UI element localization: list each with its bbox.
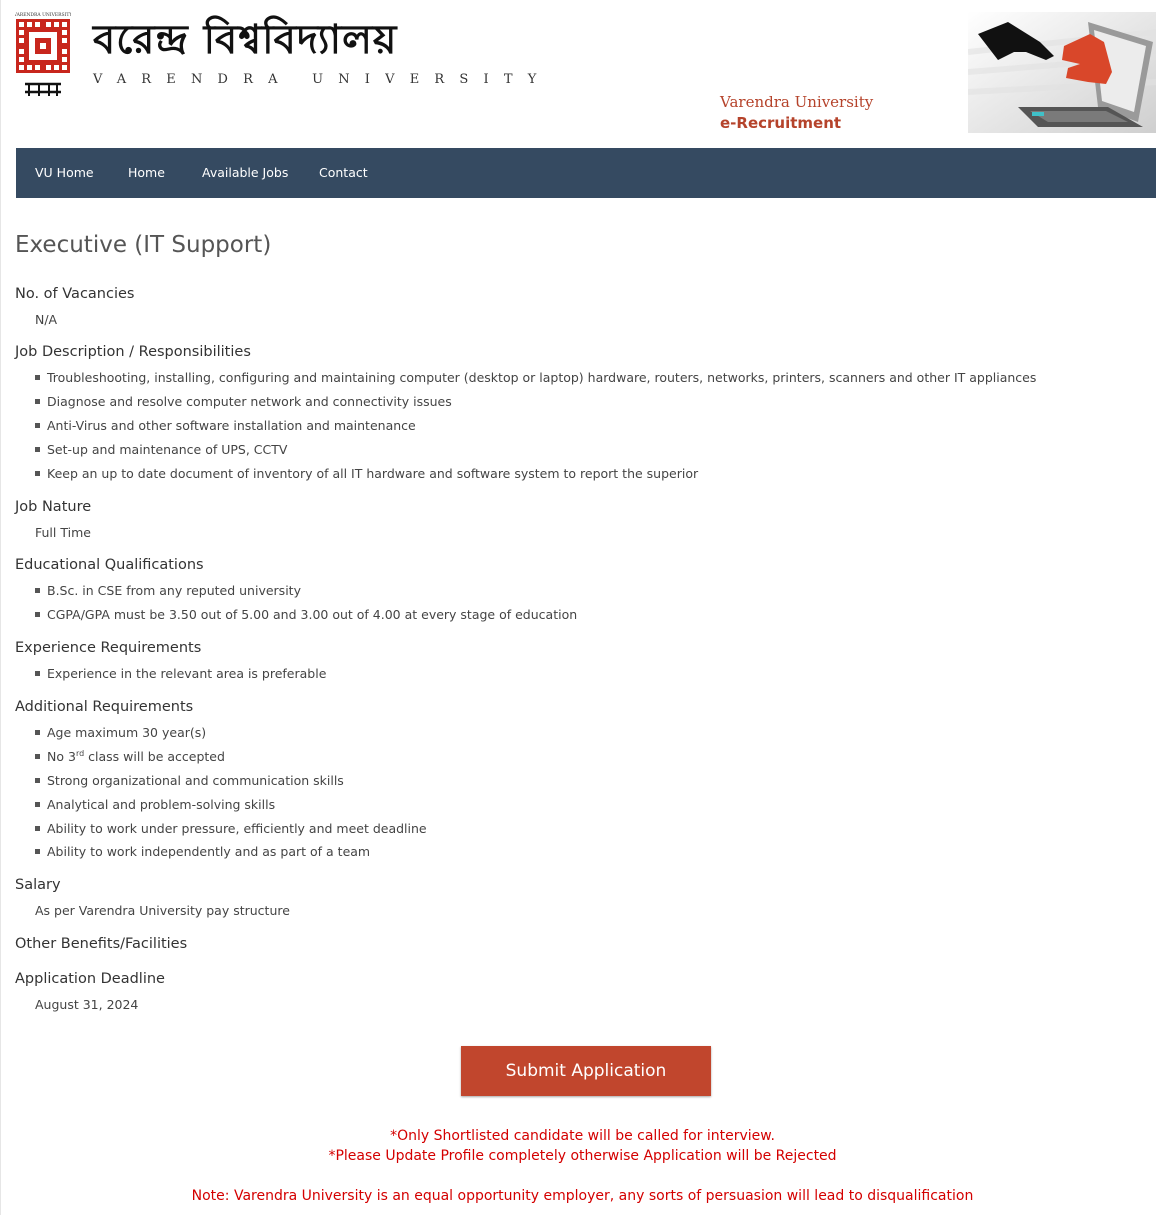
list-item: Keep an up to date document of inventory of all IT hardware and software system to report the superior — [35, 466, 698, 481]
deadline-heading: Application Deadline — [15, 971, 165, 987]
bullet-icon — [35, 849, 40, 854]
job-nature-heading: Job Nature — [15, 499, 92, 515]
list-item: Strong organizational and communication skills — [35, 773, 344, 788]
tagline-erecruitment: e-Recruitment — [720, 114, 842, 132]
bullet-icon — [35, 447, 40, 452]
list-item: Anti-Virus and other software installation and maintenance — [35, 418, 416, 433]
nav-item-home[interactable]: Home — [128, 165, 165, 180]
svg-text:VARENDRA UNIVERSITY: VARENDRA UNIVERSITY — [15, 13, 71, 18]
deadline-value: August 31, 2024 — [35, 997, 139, 1012]
benefits-heading: Other Benefits/Facilities — [15, 936, 188, 952]
handshake-laptop-illustration — [968, 12, 1156, 133]
page-border — [0, 0, 1, 1215]
list-item: No 3rd class will be accepted — [35, 749, 225, 764]
nav-item-available-jobs[interactable]: Available Jobs — [202, 165, 289, 180]
list-item: Ability to work under pressure, efficiently and meet deadline — [35, 821, 427, 836]
university-name-bangla: বরেন্দ্র বিশ্ববিদ্যালয় — [93, 17, 398, 63]
equal-opportunity-notice: Note: Varendra University is an equal opportunity employer, any sorts of persuasion will lead to disqualification — [191, 1188, 974, 1204]
vacancies-value: N/A — [35, 312, 58, 327]
list-item: Experience in the relevant area is preferable — [35, 666, 326, 681]
list-item: Set-up and maintenance of UPS, CCTV — [35, 442, 287, 457]
profile-notice: *Please Update Profile completely otherwise Application will be Rejected — [328, 1148, 837, 1164]
bullet-icon — [35, 802, 40, 807]
list-item: Ability to work independently and as part of a team — [35, 844, 370, 859]
job-nature-value: Full Time — [35, 525, 91, 540]
experience-heading: Experience Requirements — [15, 640, 202, 656]
bullet-icon — [35, 826, 40, 831]
university-emblem-icon[interactable] — [15, 10, 71, 100]
list-item: Diagnose and resolve computer network and connectivity issues — [35, 394, 452, 409]
nav-item-contact[interactable]: Contact — [319, 165, 368, 180]
list-item: Analytical and problem-solving skills — [35, 797, 275, 812]
bullet-icon — [35, 612, 40, 617]
university-name-english: VARENDRA UNIVERSITY — [93, 72, 552, 87]
list-item: CGPA/GPA must be 3.50 out of 5.00 and 3.00 out of 4.00 at every stage of education — [35, 607, 577, 622]
bullet-icon — [35, 423, 40, 428]
bullet-icon — [35, 471, 40, 476]
bullet-icon — [35, 588, 40, 593]
list-item: B.Sc. in CSE from any reputed university — [35, 583, 301, 598]
vacancies-heading: No. of Vacancies — [15, 286, 135, 302]
submit-application-button[interactable]: Submit Application — [461, 1046, 711, 1096]
additional-heading: Additional Requirements — [15, 699, 194, 715]
education-heading: Educational Qualifications — [15, 557, 204, 573]
list-item: Troubleshooting, installing, configuring and maintaining computer (desktop or laptop) hardware, routers, networks, printers, scanners and other IT appliances — [35, 370, 1036, 385]
bullet-icon — [35, 778, 40, 783]
bullet-icon — [35, 730, 40, 735]
salary-value: As per Varendra University pay structure — [35, 903, 290, 918]
nav-item-vu-home[interactable]: VU Home — [35, 165, 94, 180]
erecruitment-tagline — [720, 92, 873, 134]
description-heading: Job Description / Responsibilities — [15, 344, 251, 360]
page-title: Executive (IT Support) — [15, 232, 272, 258]
main-nav-bar — [16, 148, 1156, 198]
salary-heading: Salary — [15, 877, 61, 893]
tagline-university: Varendra University — [720, 93, 874, 111]
bullet-icon — [35, 399, 40, 404]
bullet-icon — [35, 754, 40, 759]
bullet-icon — [35, 671, 40, 676]
shortlist-notice: *Only Shortlisted candidate will be called for interview. — [390, 1128, 775, 1144]
list-item: Age maximum 30 year(s) — [35, 725, 206, 740]
bullet-icon — [35, 375, 40, 380]
